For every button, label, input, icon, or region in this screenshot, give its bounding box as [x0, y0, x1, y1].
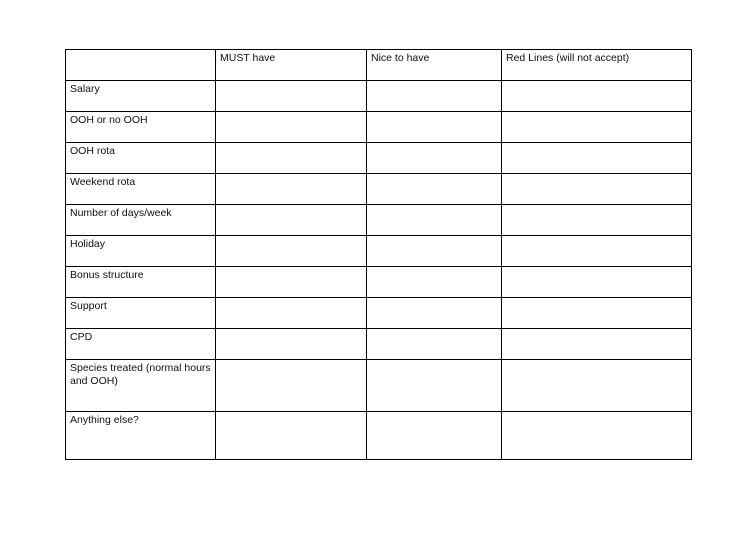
table-row: [66, 267, 692, 298]
table-row: [66, 81, 692, 112]
must-have-cell[interactable]: [216, 329, 367, 360]
nice-to-have-cell[interactable]: [367, 112, 502, 143]
nice-to-have-cell[interactable]: [367, 298, 502, 329]
table-row: [66, 205, 692, 236]
must-have-cell[interactable]: [216, 143, 367, 174]
nice-to-have-cell[interactable]: [367, 205, 502, 236]
red-lines-cell[interactable]: [502, 205, 692, 236]
nice-to-have-cell[interactable]: [367, 143, 502, 174]
row-label-anything-else: Anything else?: [66, 412, 216, 460]
row-label-species-treated: Species treated (normal hours and OOH): [66, 360, 216, 412]
row-label-salary: Salary: [66, 81, 216, 112]
row-label-weekend-rota: Weekend rota: [66, 174, 216, 205]
header-cell-must-have: MUST have: [216, 50, 367, 81]
must-have-cell[interactable]: [216, 298, 367, 329]
red-lines-cell[interactable]: [502, 81, 692, 112]
table-row: [66, 112, 692, 143]
nice-to-have-cell[interactable]: [367, 267, 502, 298]
must-have-cell[interactable]: [216, 412, 367, 460]
row-label-ooh-or-no-ooh: OOH or no OOH: [66, 112, 216, 143]
nice-to-have-cell[interactable]: [367, 174, 502, 205]
row-label-support: Support: [66, 298, 216, 329]
must-have-cell[interactable]: [216, 236, 367, 267]
header-cell-blank: [66, 50, 216, 81]
header-cell-nice-to-have: Nice to have: [367, 50, 502, 81]
nice-to-have-cell[interactable]: [367, 236, 502, 267]
table-row: [66, 360, 692, 412]
must-have-cell[interactable]: [216, 205, 367, 236]
nice-to-have-cell[interactable]: [367, 81, 502, 112]
red-lines-cell[interactable]: [502, 143, 692, 174]
table-row: [66, 412, 692, 460]
red-lines-cell[interactable]: [502, 112, 692, 143]
row-label-holiday: Holiday: [66, 236, 216, 267]
table-row: [66, 298, 692, 329]
red-lines-cell[interactable]: [502, 412, 692, 460]
table-row: [66, 236, 692, 267]
red-lines-cell[interactable]: [502, 298, 692, 329]
red-lines-cell[interactable]: [502, 329, 692, 360]
header-row: [66, 50, 692, 81]
row-label-ooh-rota: OOH rota: [66, 143, 216, 174]
red-lines-cell[interactable]: [502, 236, 692, 267]
row-label-days-per-week: Number of days/week: [66, 205, 216, 236]
red-lines-cell[interactable]: [502, 360, 692, 412]
red-lines-cell[interactable]: [502, 174, 692, 205]
must-have-cell[interactable]: [216, 267, 367, 298]
red-lines-cell[interactable]: [502, 267, 692, 298]
table-row: [66, 329, 692, 360]
nice-to-have-cell[interactable]: [367, 329, 502, 360]
requirements-table: [65, 49, 692, 460]
table-row: [66, 174, 692, 205]
must-have-cell[interactable]: [216, 360, 367, 412]
must-have-cell[interactable]: [216, 112, 367, 143]
table-row: [66, 143, 692, 174]
nice-to-have-cell[interactable]: [367, 412, 502, 460]
must-have-cell[interactable]: [216, 81, 367, 112]
header-cell-red-lines: Red Lines (will not accept): [502, 50, 692, 81]
row-label-cpd: CPD: [66, 329, 216, 360]
row-label-bonus-structure: Bonus structure: [66, 267, 216, 298]
must-have-cell[interactable]: [216, 174, 367, 205]
nice-to-have-cell[interactable]: [367, 360, 502, 412]
